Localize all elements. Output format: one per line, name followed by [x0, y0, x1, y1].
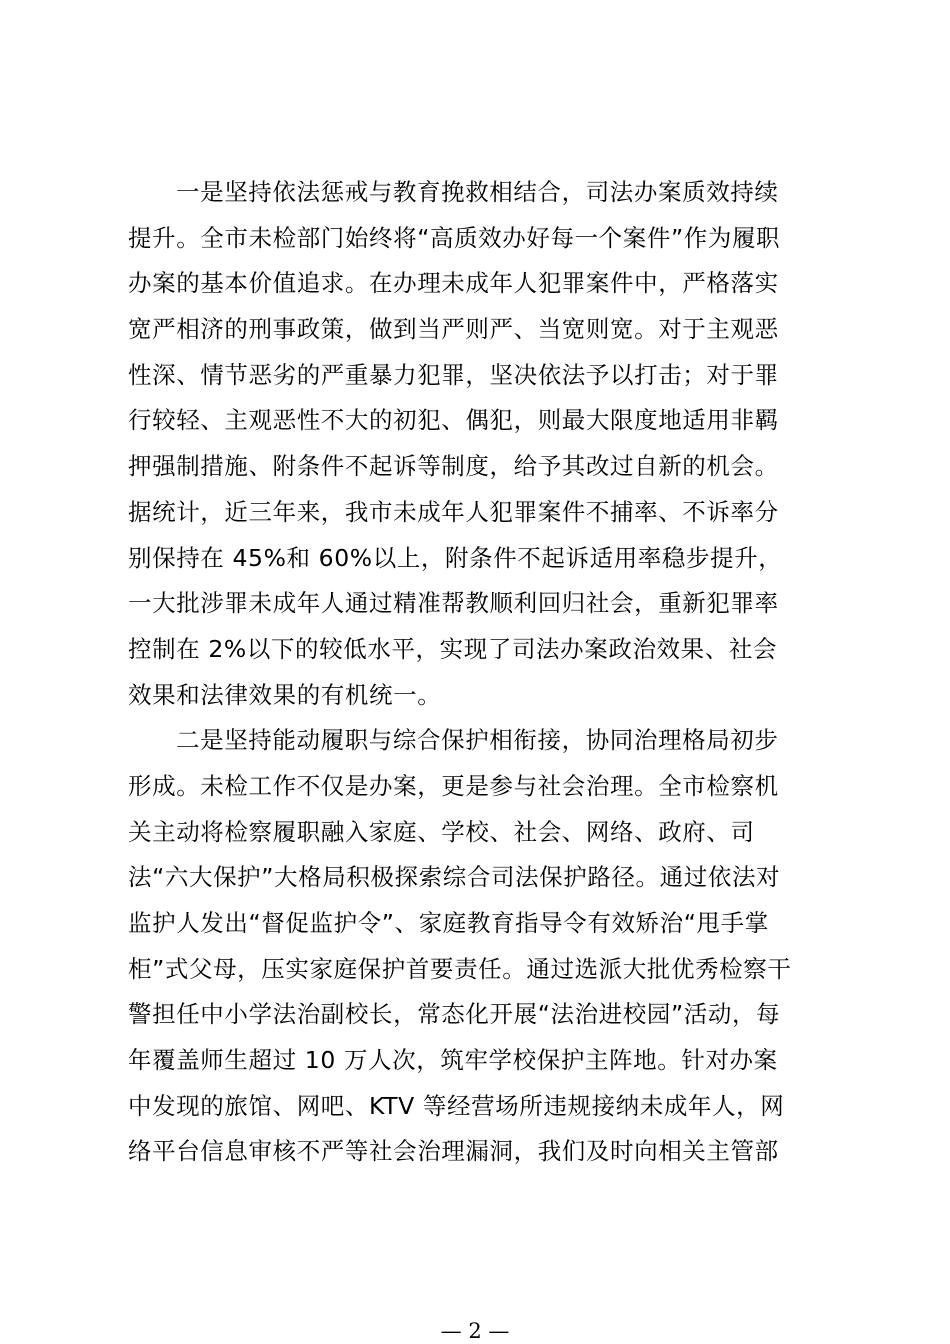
- paragraph-1-line: 据统计，近三年来，我市未成年人犯罪案件不捕率、不诉率分: [128, 497, 779, 526]
- paragraph-1-line: 押强制措施、附条件不起诉等制度，给予其改过自新的机会。: [128, 452, 779, 481]
- paragraph-1-line: 提升。全市未检部门始终将“高质效办好每一个案件”作为履职: [128, 223, 781, 252]
- paragraph-2-line: 年覆盖师生超过 10 万人次，筑牢学校保护主阵地。针对办案: [128, 1046, 778, 1075]
- paragraph-2-line: 法“六大保护”大格局积极探索综合司法保护路径。通过依法对: [128, 863, 781, 892]
- document-body: [128, 170, 818, 1175]
- paragraph-2-line: 中发现的旅馆、网吧、KTV 等经营场所违规接纳未成年人，网: [128, 1091, 785, 1120]
- paragraph-2-line: 形成。未检工作不仅是办案，更是参与社会治理。全市检察机: [128, 771, 779, 800]
- paragraph-1-line: 效果和法律效果的有机统一。: [128, 680, 442, 709]
- paragraph-1-line: 性深、情节恶劣的严重暴力犯罪，坚决依法予以打击；对于罪: [128, 360, 779, 389]
- paragraph-1-line: 行较轻、主观恶性不大的初犯、偶犯，则最大限度地适用非羁: [128, 406, 779, 435]
- page-number: — 2 —: [440, 1319, 510, 1343]
- paragraph-2-line: 警担任中小学法治副校长，常态化开展“法治进校园”活动，每: [128, 1000, 781, 1029]
- paragraph-1-line: 一是坚持依法惩戒与教育挽救相结合，司法办案质效持续: [176, 178, 779, 206]
- paragraph-1-line: 别保持在 45%和 60%以上，附条件不起诉适用率稳步提升，: [128, 543, 783, 572]
- paragraph-2-line: 关主动将检察履职融入家庭、学校、社会、网络、政府、司: [128, 817, 755, 846]
- paragraph-1-line: 办案的基本价值追求。在办理未成年人犯罪案件中，严格落实: [128, 269, 779, 298]
- paragraph-2-line: 监护人发出“督促监护令”、家庭教育指导令有效矫治“甩手掌: [128, 909, 769, 937]
- paragraph-1-line: 一大批涉罪未成年人通过精准帮教顺利回归社会，重新犯罪率: [128, 589, 779, 618]
- paragraph-2-line: 柜”式父母，压实家庭保护首要责任。通过选派大批优秀检察干: [128, 954, 792, 983]
- paragraph-2-line: 络平台信息审核不严等社会治理漏洞，我们及时向相关主管部: [128, 1137, 779, 1166]
- paragraph-1-line: 控制在 2%以下的较低水平，实现了司法办案政治效果、社会: [128, 634, 778, 663]
- paragraph-2-line: 二是坚持能动履职与综合保护相衔接，协同治理格局初步: [176, 726, 779, 755]
- paragraph-1-line: 宽严相济的刑事政策，做到当严则严、当宽则宽。对于主观恶: [128, 315, 779, 344]
